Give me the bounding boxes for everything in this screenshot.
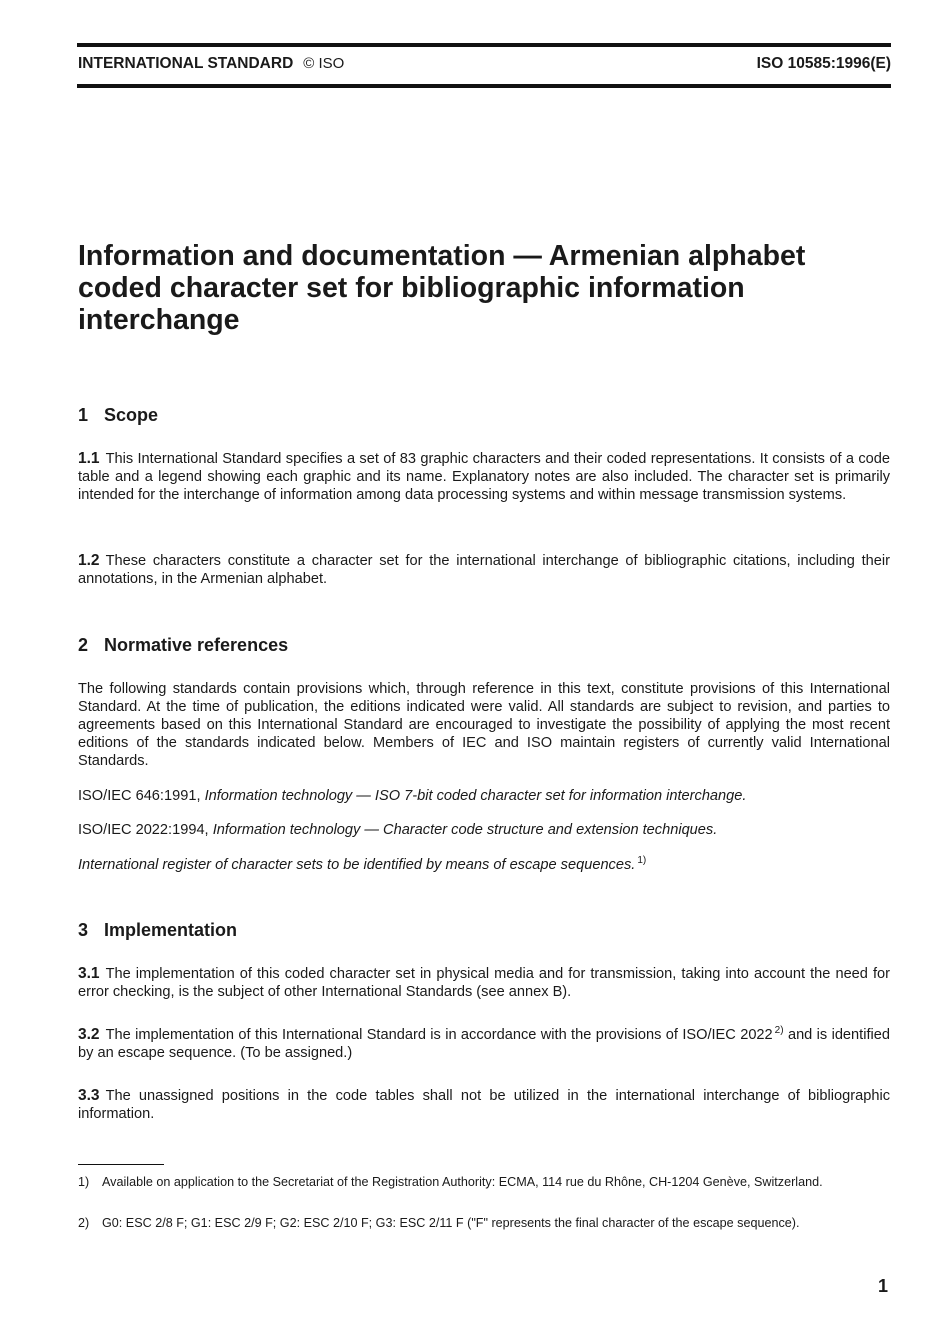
section-1-title: Scope (104, 405, 159, 425)
reference-2-title: Information technology — Character code structure and extension techniques. (212, 822, 718, 838)
section-2-title: Normative references (104, 635, 289, 655)
reference-2-id: ISO/IEC 2022:1994, (78, 822, 209, 838)
paragraph-3-3 (78, 1087, 890, 1123)
footnote-2-number: 2) (78, 1216, 90, 1230)
section-3-title: Implementation (104, 920, 238, 940)
paragraph-3-1 (78, 965, 890, 1001)
paragraph-3-2 (78, 1026, 890, 1062)
footnote-1-text: Available on application to the Secretariat of the Registration Authority: ECMA, 114 rue du Rhône, CH-1204 Genève, Switzerland. (102, 1175, 823, 1189)
footnote-ref-2: 2) (774, 1025, 784, 1037)
section-3-number: 3 (78, 920, 89, 940)
footnote-1-number: 1) (78, 1175, 90, 1189)
reference-iso-iec-646 (78, 787, 890, 805)
paragraph-1-2-number: 1.2 (78, 552, 100, 569)
paragraph-3-1-text: The implementation of this coded character set in physical media and for transmission, taking into account the need for error checking, is the subject of other International Standards (see annex B). (78, 966, 890, 1000)
paragraph-3-2-text-b: and is identified by an escape sequence. (To be assigned.) (78, 1027, 890, 1061)
header-bottom-rule (77, 84, 891, 88)
footnote-ref-1: 1) (637, 855, 647, 867)
reference-international-register (78, 856, 890, 874)
paragraph-3-2-number: 3.2 (78, 1026, 100, 1043)
paragraph-3-1-number: 3.1 (78, 965, 100, 982)
paragraph-1-1 (78, 450, 890, 504)
footnote-1 (78, 1174, 890, 1190)
header-standard-label: INTERNATIONAL STANDARD (78, 55, 294, 72)
header-iso-mark: © ISO (303, 55, 345, 72)
paragraph-1-2 (78, 552, 890, 588)
normative-references-intro: The following standards contain provisions which, through reference in this text, constitute provisions of this International Standard. At the time of publication, the editions indicated were valid. All standards are subject to revision, and parties to agreements based on this International Standard are encouraged to investigate the possibility of applying the most recent editions of the standards indicated below. Members of IEC and ISO maintain registers of currently valid International Standards. (78, 681, 890, 769)
reference-3-title: International register of character sets to be identified by means of escape sequences. (78, 857, 636, 873)
title-line-3: interchange (78, 304, 240, 336)
header-top-rule (77, 43, 891, 47)
paragraph-1-1-number: 1.1 (78, 450, 100, 467)
section-3-heading (78, 920, 237, 941)
section-1-number: 1 (78, 405, 89, 425)
footnote-2 (78, 1215, 890, 1231)
reference-1-title: Information technology — ISO 7-bit coded character set for information interchange. (204, 788, 747, 804)
paragraph-3-3-number: 3.3 (78, 1087, 100, 1104)
footnote-2-text: G0: ESC 2/8 F; G1: ESC 2/9 F; G2: ESC 2/10 F; G3: ESC 2/11 F ("F" represents the final character of the escape sequence). (102, 1216, 800, 1230)
paragraph-1-2-text: These characters constitute a character set for the international interchange of bibliographic citations, including their annotations, in the Armenian alphabet. (78, 553, 890, 587)
header-document-number: ISO 10585:1996(E) (756, 55, 891, 72)
footnote-separator (78, 1164, 164, 1165)
page-number: 1 (878, 1276, 889, 1296)
section-2-heading (78, 635, 288, 656)
title-line-1: Information and documentation — Armenian alphabet (78, 240, 806, 272)
reference-1-id: ISO/IEC 646:1991, (78, 788, 201, 804)
paragraph-1-1-text: This International Standard specifies a set of 83 graphic characters and their coded representations. It consists of a code table and a legend showing each graphic and its name. Explanatory notes are also included. The character set is primarily intended for the interchange of information among data processing systems and within message transmission systems. (78, 451, 890, 503)
paragraph-3-2-text-a: The implementation of this International Standard is in accordance with the provisions of ISO/IEC 2022 (105, 1027, 773, 1043)
section-2-number: 2 (78, 635, 89, 655)
title-line-2: coded character set for bibliographic information (78, 272, 745, 304)
section-1-heading (78, 405, 158, 426)
document-title (78, 240, 878, 336)
reference-iso-iec-2022 (78, 821, 890, 839)
header-left (78, 55, 344, 73)
paragraph-3-3-text: The unassigned positions in the code tables shall not be utilized in the international interchange of bibliographic information. (78, 1088, 890, 1122)
